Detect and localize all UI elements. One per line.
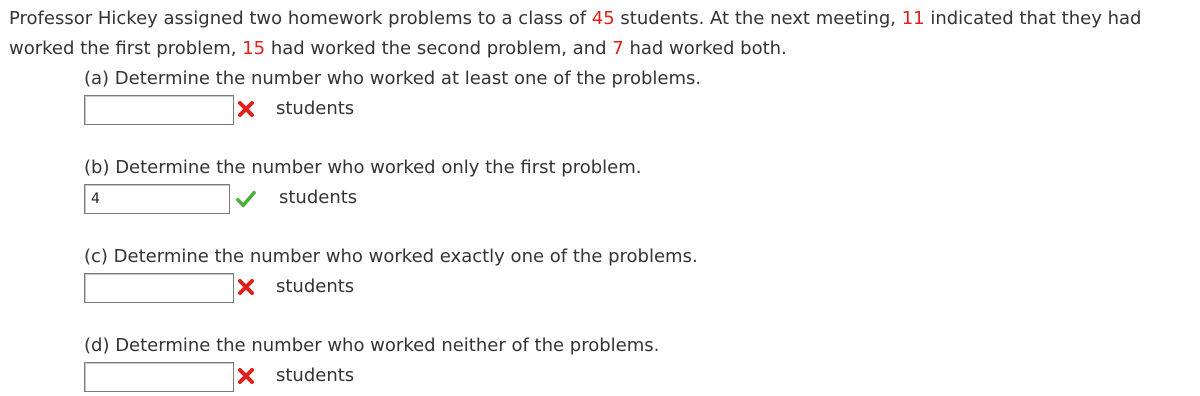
part-d — [84, 334, 1084, 394]
problem-text: students. At the next meeting, — [614, 8, 902, 29]
given-class-size: 45 — [591, 8, 615, 29]
problem-text: had worked the second problem, and — [265, 38, 613, 59]
part-b-answer-input[interactable] — [84, 184, 230, 214]
problem-text: indicated that they had — [924, 8, 1142, 29]
problem-text: worked the first problem, — [9, 38, 243, 59]
problem-text: had worked both. — [623, 38, 787, 59]
part-c-question: (c) Determine the number who worked exactly one of the problems. — [84, 246, 698, 267]
part-c-answer-input[interactable] — [84, 273, 234, 303]
x-mark-icon — [236, 366, 256, 386]
part-a-answer-row — [84, 95, 1084, 127]
part-b-question: (b) Determine the number who worked only the first problem. — [84, 157, 642, 178]
part-c — [84, 245, 1084, 305]
problem-text: Professor Hickey assigned two homework problems to a class of — [9, 8, 592, 29]
check-mark-icon — [234, 190, 258, 208]
part-b-answer-row — [84, 184, 1084, 216]
part-d-question: (d) Determine the number who worked neither of the problems. — [84, 335, 660, 356]
x-mark-icon — [236, 277, 256, 297]
part-c-answer-row — [84, 273, 1084, 305]
given-first-count: 11 — [901, 8, 925, 29]
given-second-count: 15 — [242, 38, 266, 59]
part-a-question: (a) Determine the number who worked at least one of the problems. — [84, 68, 702, 89]
part-a-answer-input[interactable] — [84, 95, 234, 125]
x-mark-icon — [236, 99, 256, 119]
problem-statement — [9, 4, 1199, 64]
part-b-unit: students — [279, 187, 358, 208]
part-b — [84, 156, 1084, 216]
given-both-count: 7 — [612, 38, 624, 59]
part-d-unit: students — [276, 365, 355, 386]
part-d-answer-row — [84, 362, 1084, 394]
part-c-unit: students — [276, 276, 355, 297]
part-a — [84, 67, 1084, 127]
part-d-answer-input[interactable] — [84, 362, 234, 392]
part-a-unit: students — [276, 98, 355, 119]
